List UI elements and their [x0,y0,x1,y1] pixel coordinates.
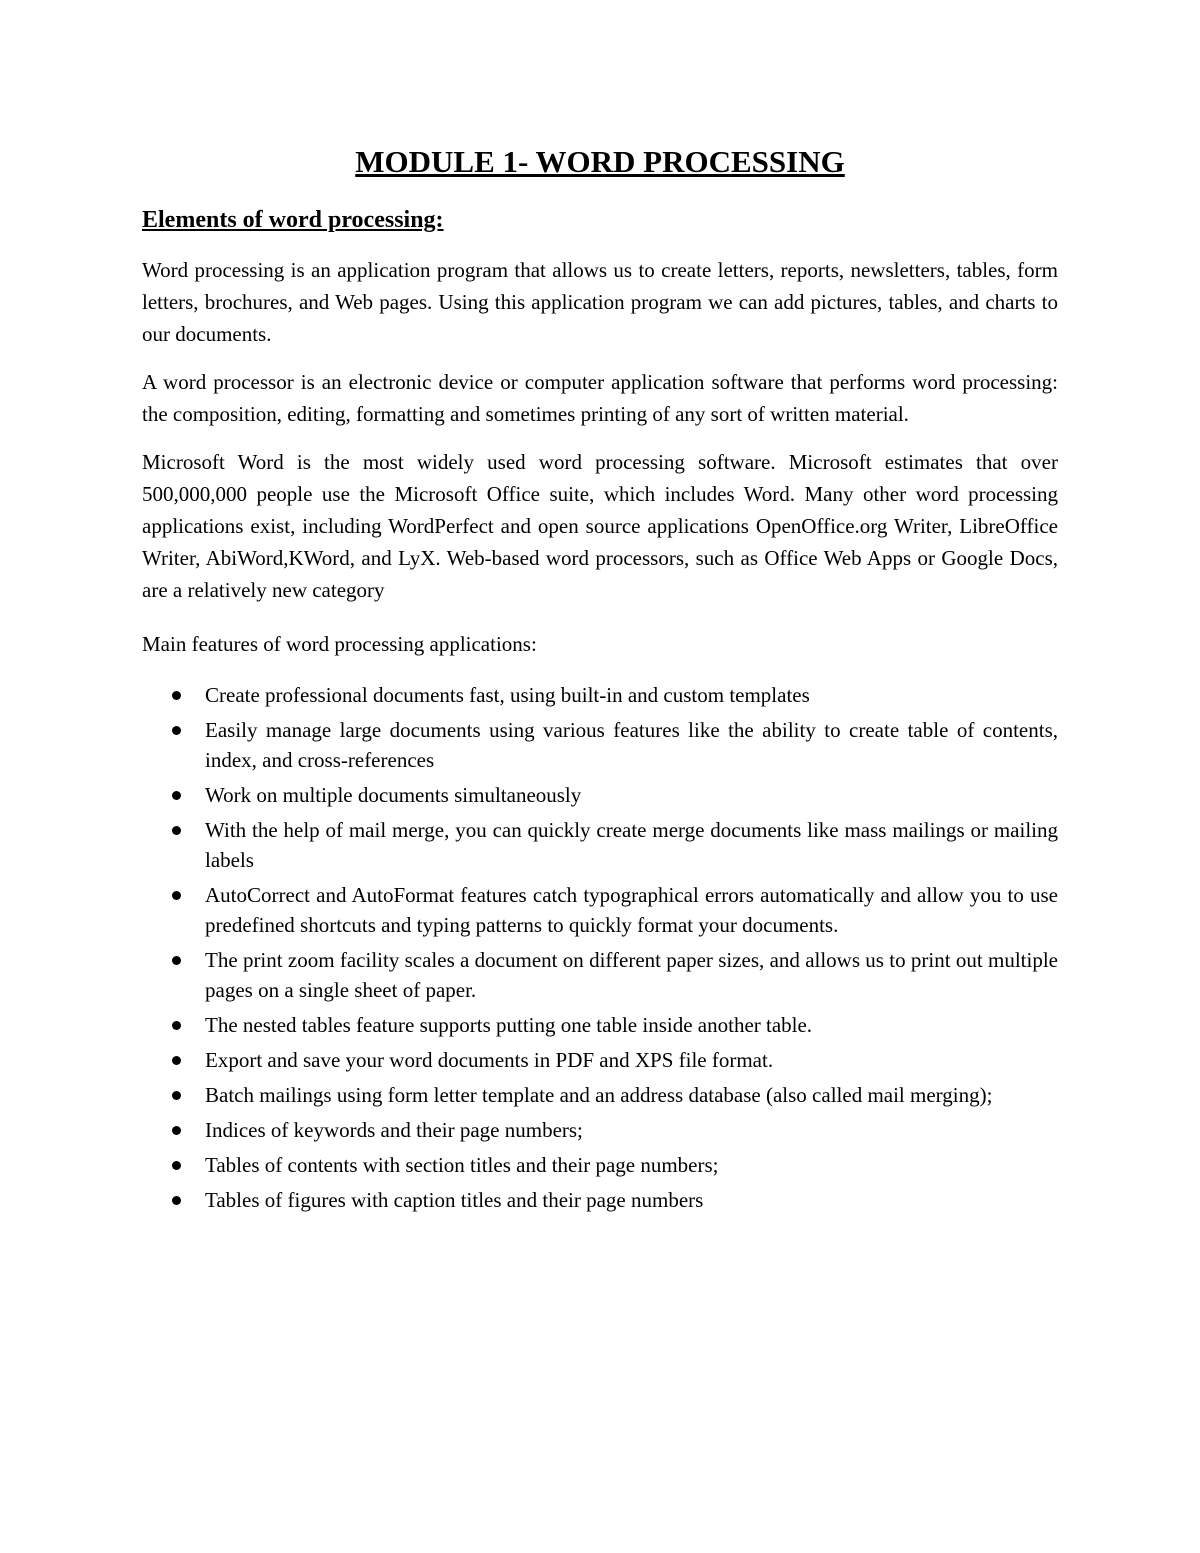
list-item-text: Indices of keywords and their page numbers; [205,1118,583,1142]
list-item [142,780,1058,810]
list-item-text: AutoCorrect and AutoFormat features catch typographical errors automatically and allow you to use predefined shortcuts and typing patterns to quickly format your documents. [205,883,1058,937]
bullet-icon [172,691,181,700]
list-item-text: Easily manage large documents using various features like the ability to create table of contents, index, and cross-references [205,718,1058,772]
list-item-text: With the help of mail merge, you can quickly create merge documents like mass mailings or mailing labels [205,818,1058,872]
bullet-icon [172,1056,181,1065]
bullet-icon [172,1126,181,1135]
paragraph-intro: Word processing is an application program that allows us to create letters, reports, newsletters, tables, form letters, brochures, and Web pages. Using this application program we can add pictures, tables, and charts to our documents. [142,258,1058,346]
list-item [142,880,1058,940]
list-item [142,1010,1058,1040]
list-item-text: Work on multiple documents simultaneously [205,783,582,807]
bullet-icon [172,891,181,900]
bullet-icon [172,726,181,735]
list-item-text: Tables of figures with caption titles and their page numbers [205,1188,704,1212]
list-item [142,1185,1058,1215]
list-item [142,815,1058,875]
bullet-icon [172,1161,181,1170]
list-item [142,1080,1058,1110]
list-item-text: The nested tables feature supports putting one table inside another table. [205,1013,813,1037]
bullet-icon [172,826,181,835]
bullet-icon [172,1196,181,1205]
bullet-icon [172,791,181,800]
list-item [142,1150,1058,1180]
bullet-icon [172,1021,181,1030]
list-item [142,680,1058,710]
bullet-icon [172,1091,181,1100]
list-item-text: Tables of contents with section titles and their page numbers; [205,1153,719,1177]
list-item-text: The print zoom facility scales a document on different paper sizes, and allows us to print out multiple pages on a single sheet of paper. [205,948,1058,1002]
features-intro: Main features of word processing applications: [142,632,537,656]
paragraph-definition: A word processor is an electronic device or computer application software that performs word processing: the composition, editing, formatting and sometimes printing of any sort of written material. [142,370,1058,426]
bullet-icon [172,956,181,965]
list-item-text: Batch mailings using form letter template and an address database (also called mail merging); [205,1083,993,1107]
list-item-text: Export and save your word documents in PDF and XPS file format. [205,1048,774,1072]
features-list [142,680,1058,1215]
document-title: MODULE 1- WORD PROCESSING [355,144,845,179]
list-item [142,945,1058,1005]
list-item [142,715,1058,775]
list-item-text: Create professional documents fast, using built-in and custom templates [205,683,810,707]
paragraph-microsoft-word: Microsoft Word is the most widely used word processing software. Microsoft estimates that over 500,000,000 people use the Microsoft Office suite, which includes Word. Many other word processing applications exist, including WordPerfect and open source applications OpenOffice.org Writer, LibreOffice Writer, AbiWord,KWord, and LyX. Web-based word processors, such as Office Web Apps or Google Docs, are a relatively new category [142,450,1058,602]
section-heading: Elements of word processing: [142,207,444,233]
list-item [142,1045,1058,1075]
list-item [142,1115,1058,1145]
